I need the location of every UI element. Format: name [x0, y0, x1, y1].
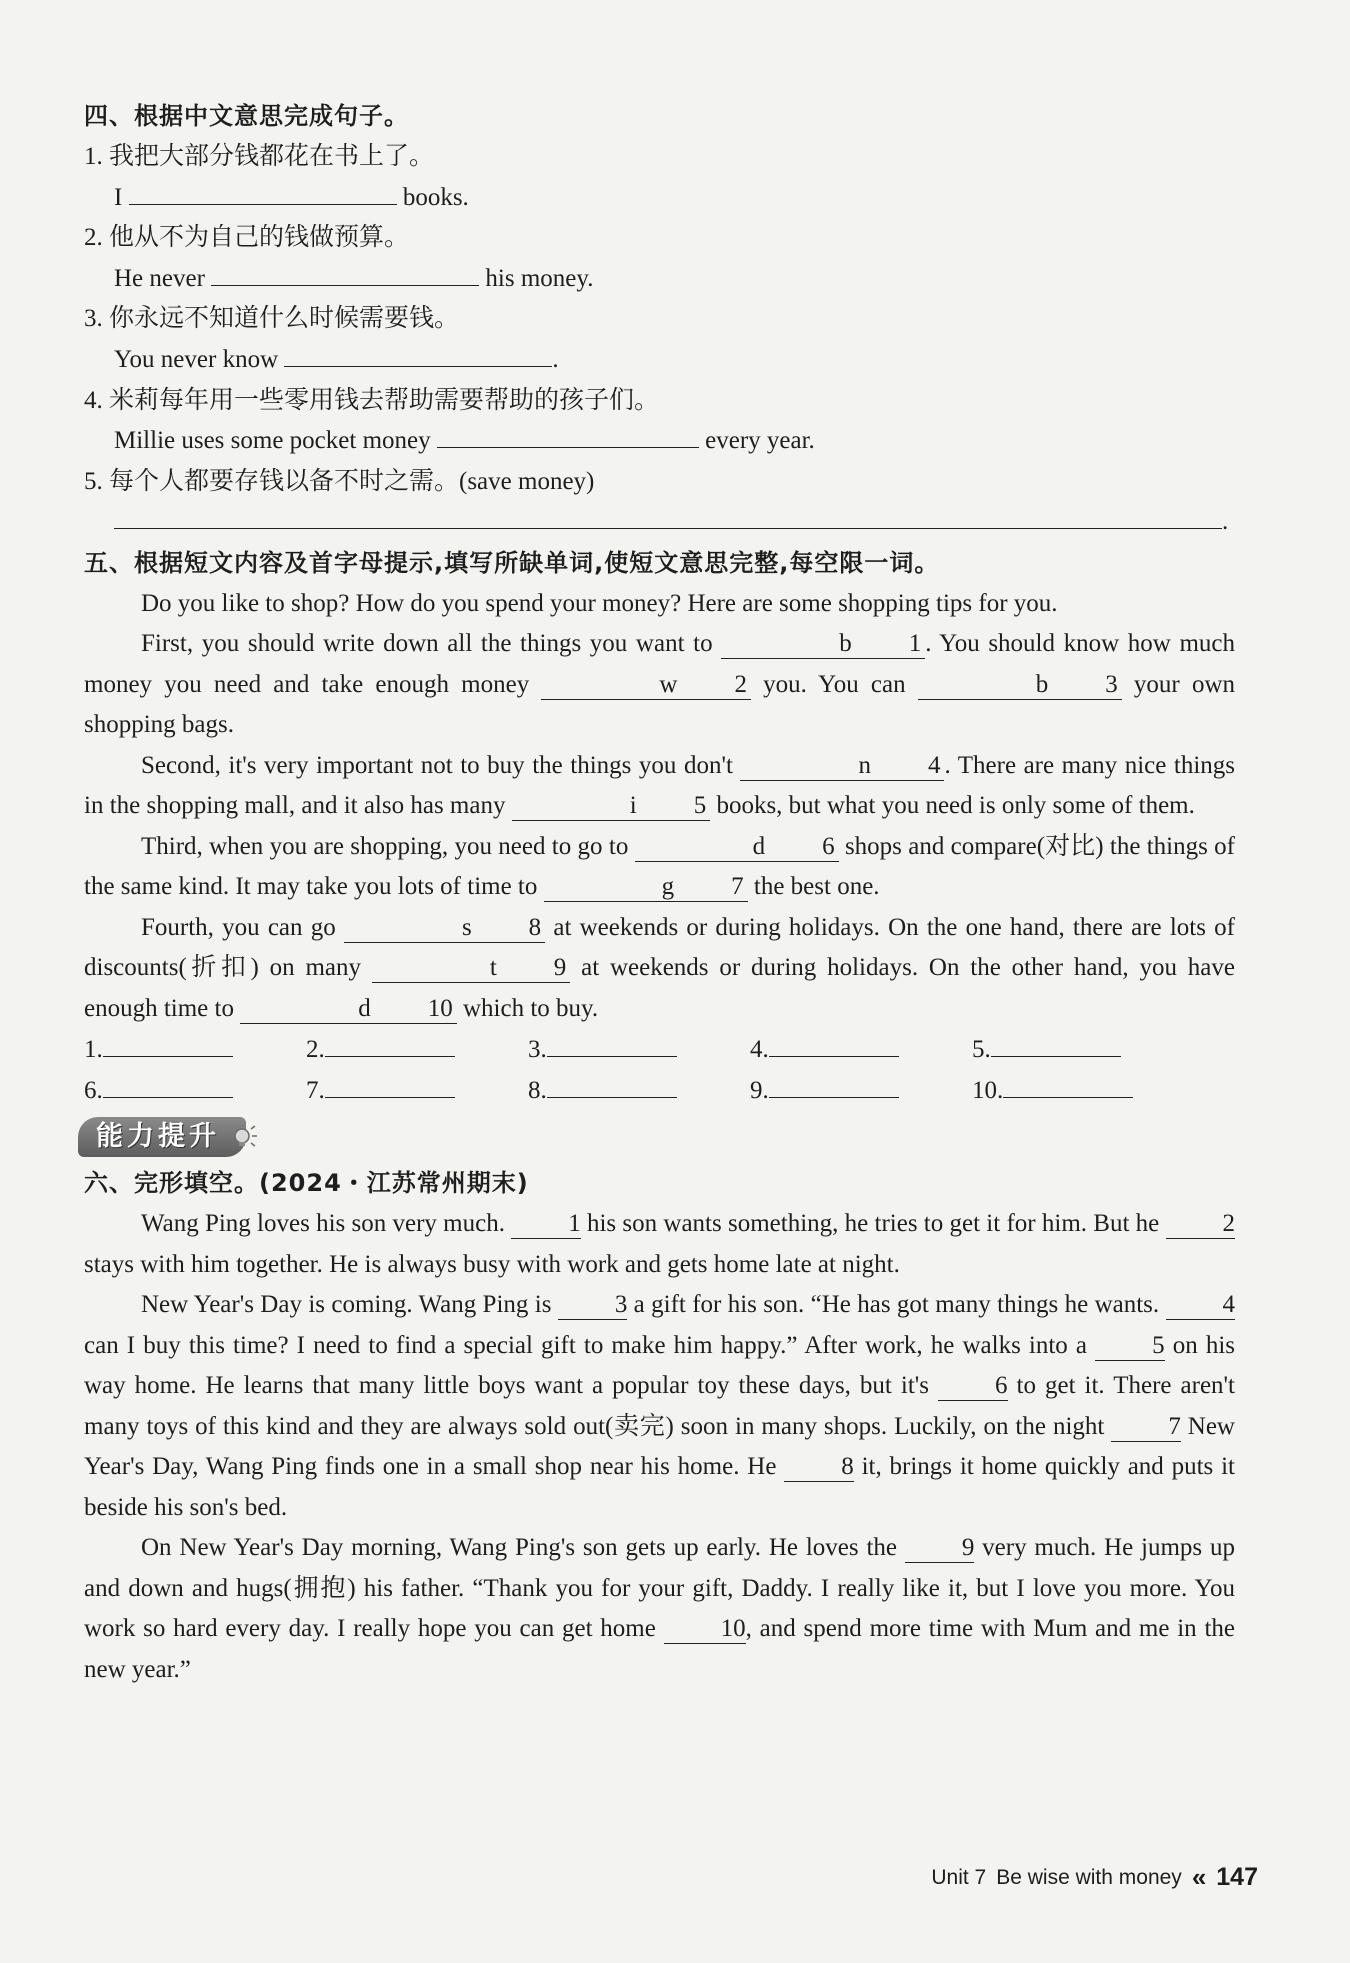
blank-1[interactable]: b 1	[721, 630, 925, 659]
page-number: 147	[1216, 1863, 1258, 1891]
answer-cell: 7.	[306, 1070, 528, 1111]
answer-line-2[interactable]	[325, 1030, 455, 1057]
item-5-chinese: 5. 每个人都要存钱以备不时之需。(save money)	[84, 467, 595, 495]
item-3-english: You never know .	[84, 340, 1235, 381]
answer-cell: 1.	[84, 1029, 306, 1070]
cloze-blank-10[interactable]: 10	[664, 1615, 746, 1644]
answer-cell: 9.	[750, 1070, 972, 1111]
answer-cell: 8.	[528, 1070, 750, 1111]
answer-cell: 6.	[84, 1070, 306, 1111]
section-6	[84, 1163, 1235, 1690]
section-6-passage	[84, 1204, 1235, 1690]
item-1-english: I books.	[84, 178, 1235, 219]
item-5-english: .	[84, 502, 1235, 543]
answer-blank-1[interactable]	[129, 178, 397, 205]
banner-label: 能力提升	[78, 1117, 246, 1157]
blank-3[interactable]: b 3	[918, 671, 1122, 700]
answer-blank-2[interactable]	[211, 259, 479, 286]
answer-cell: 4.	[750, 1029, 972, 1070]
cloze-blank-3[interactable]: 3	[558, 1291, 628, 1320]
unit-label: Unit 7	[931, 1865, 987, 1889]
item-4-english: Millie uses some pocket money every year.	[84, 421, 1235, 462]
answer-cell: 3.	[528, 1029, 750, 1070]
cloze-paragraph-2: New Year's Day is coming. Wang Ping is 3 a gift for his son. “He has got many things he wants. 4 can I buy this time? I need to find a special gift to make him happy.” After work, he walks into a 5 on his way home. He learns that many little boys want a popular toy these days, but it's 6 to get it. There aren't many toys of this kind and they are always sold out(卖完) soon in many shops. Luckily, on the night 7 New Year's Day, Wang Ping finds one in a small shop near his home. He 8 it, brings it home quickly and puts it beside his son's bed.	[84, 1291, 1236, 1521]
answer-line-1[interactable]	[103, 1030, 233, 1057]
cloze-blank-1[interactable]: 1	[511, 1210, 581, 1239]
answer-line-6[interactable]	[103, 1071, 233, 1098]
section-6-heading: 六、完形填空。(2024・江苏常州期末)	[84, 1169, 529, 1198]
answer-blank-3[interactable]	[284, 340, 552, 367]
blank-7[interactable]: g 7	[544, 873, 748, 902]
section-4	[84, 96, 1235, 543]
lightbulb-icon	[228, 1123, 258, 1160]
cloze-blank-9[interactable]: 9	[905, 1534, 975, 1563]
answer-line-5[interactable]	[991, 1030, 1121, 1057]
answer-line-9[interactable]	[769, 1071, 899, 1098]
section-5-heading: 五、根据短文内容及首字母提示,填写所缺单词,使短文意思完整,每空限一词。	[84, 548, 940, 577]
unit-title: Be wise with money	[996, 1865, 1182, 1889]
answer-line-3[interactable]	[547, 1030, 677, 1057]
answer-cell: 10.	[972, 1070, 1194, 1111]
answer-cell: 2.	[306, 1029, 528, 1070]
passage-paragraph-5: Fourth, you can go s 8 at weekends or during holidays. On the one hand, there are lots of discounts(折扣) on many t 9 at weekends or during holidays. On the other hand, you have enough time to d 10 which to buy.	[84, 913, 1235, 1022]
blank-5[interactable]: i 5	[512, 792, 710, 821]
blank-9[interactable]: t 9	[372, 954, 570, 983]
answer-blank-4[interactable]	[437, 421, 699, 448]
blank-10[interactable]: d 10	[240, 995, 457, 1024]
answer-cell: 5.	[972, 1029, 1194, 1070]
cloze-blank-6[interactable]: 6	[938, 1372, 1008, 1401]
blank-6[interactable]: d 6	[635, 833, 839, 862]
cloze-blank-2[interactable]: 2	[1166, 1210, 1236, 1239]
section-5-passage	[84, 584, 1235, 1030]
blank-4[interactable]: n 4	[740, 752, 944, 781]
section-4-heading: 四、根据中文意思完成句子。	[84, 102, 409, 130]
passage-paragraph-2: First, you should write down all the things you want to b 1 . You should know how much money you need and take enough money w 2 you. You can b 3 your own shopping bags.	[84, 630, 1235, 739]
passage-paragraph-3: Second, it's very important not to buy the things you don't n 4 . There are many nice things in the shopping mall, and it also has many i 5 books, but what you need is only some of them.	[84, 751, 1235, 820]
cloze-blank-4[interactable]: 4	[1166, 1291, 1236, 1320]
item-4-chinese: 4. 米莉每年用一些零用钱去帮助需要帮助的孩子们。	[84, 386, 660, 414]
blank-8[interactable]: s 8	[344, 914, 545, 943]
answer-line-8[interactable]	[547, 1071, 677, 1098]
answer-blank-5[interactable]	[114, 502, 1222, 529]
ability-banner	[78, 1117, 246, 1159]
answer-sheet	[84, 1029, 1235, 1111]
answer-line-7[interactable]	[325, 1071, 455, 1098]
answer-line-4[interactable]	[769, 1030, 899, 1057]
item-2-english: He never his money.	[84, 259, 1235, 300]
cloze-blank-5[interactable]: 5	[1095, 1332, 1165, 1361]
answer-line-10[interactable]	[1003, 1071, 1133, 1098]
cloze-paragraph-3: On New Year's Day morning, Wang Ping's son gets up early. He loves the 9 very much. He jumps up and down and hugs(拥抱) his father. “Thank you for your gift, Daddy. I really like it, but I love you more. You work so hard every day. I really hope you can get home 10, and spend more time with Mum and me in the new year.”	[84, 1534, 1235, 1683]
passage-paragraph-4: Third, when you are shopping, you need to go to d 6 shops and compare(对比) the things of the same kind. It may take you lots of time to g 7 the best one.	[84, 832, 1235, 901]
blank-2[interactable]: w 2	[541, 671, 751, 700]
item-2-chinese: 2. 他从不为自己的钱做预算。	[84, 224, 410, 252]
item-1-chinese: 1. 我把大部分钱都花在书上了。	[84, 143, 435, 170]
cloze-blank-7[interactable]: 7	[1111, 1413, 1181, 1442]
page-footer	[931, 1862, 1258, 1893]
section-5	[84, 543, 1235, 1112]
cloze-paragraph-1: Wang Ping loves his son very much. 1 his son wants something, he tries to get it for him. But he 2 stays with him together. He is always busy with work and gets home late at night.	[84, 1210, 1235, 1278]
passage-paragraph-1: Do you like to shop? How do you spend your money? Here are some shopping tips for you.	[141, 589, 1058, 617]
cloze-blank-8[interactable]: 8	[784, 1453, 854, 1482]
chevron-left-icon: «	[1191, 1862, 1201, 1892]
item-3-chinese: 3. 你永远不知道什么时候需要钱。	[84, 305, 460, 333]
